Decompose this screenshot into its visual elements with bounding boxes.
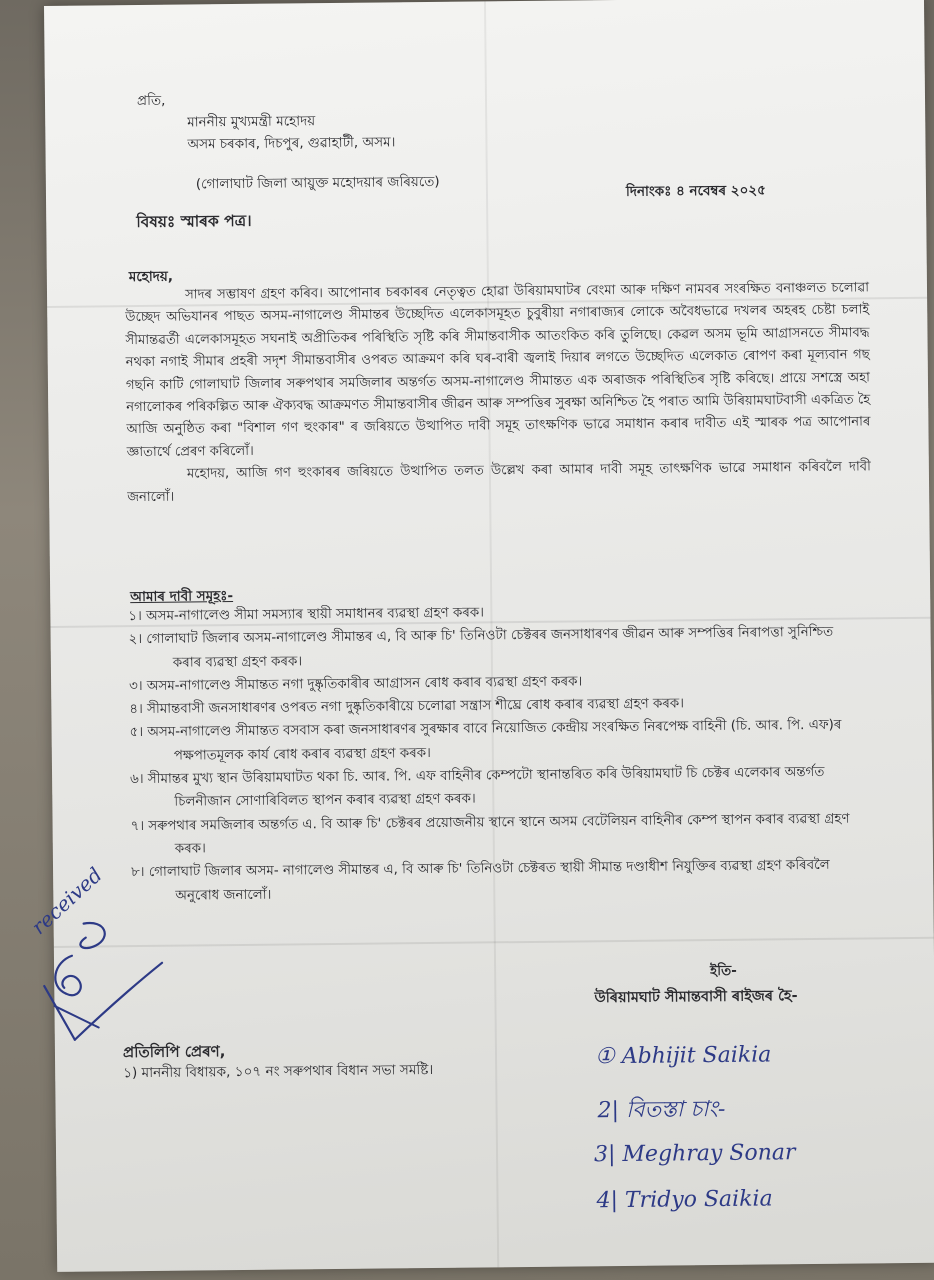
demand-item: ২। গোলাঘাট জিলাৰ অসম-নাগালেণ্ড সীমান্তৰ এ, বি আৰু চি' তিনিওটা চেক্টৰৰ জনসাধাৰণৰ জীৱন আৰু সম্পত্তিৰ নিৰাপত্তা সুনিশ্চিত কৰাৰ ব্যৱস্থা গ্ৰহণ কৰক।	[128, 625, 834, 671]
demands-list	[128, 598, 851, 908]
salutation: মহোদয়,	[128, 268, 174, 286]
demand-item: ৫। অসম-নাগালেণ্ড সীমান্তত বসবাস কৰা জনসাধাৰণৰ সুৰক্ষাৰ বাবে নিয়োজিত কেন্দ্ৰীয় সংৰক্ষিত নিৰপেক্ষ বাহিনী (চি. আৰ. পি. এফ)ৰ পক্ষপাতমূলক কাৰ্য ৰোধ কৰাৰ ব্যৱস্থা গ্ৰহণ কৰক।	[129, 718, 842, 764]
copy-to-heading: প্ৰতিলিপি প্ৰেৰণ,	[122, 1042, 226, 1062]
received-note: received	[26, 862, 107, 940]
demand-item: ৭। সৰুপথাৰ সমজিলাৰ অন্তৰ্গত এ. বি আৰু চি' চেক্টৰৰ প্ৰয়োজনীয় স্থানে স্থানে অসম বেটেলিয়ন বাহিনীৰ কেম্প স্থাপন কৰাৰ ব্যৱস্থা গ্ৰহণ কৰক।	[130, 811, 850, 857]
closing-from: উৰিয়ামঘাট সীমান্তবাসী ৰাইজৰ হৈ-	[594, 988, 798, 1007]
letter-subject: বিষয়ঃ স্মাৰক পত্ৰ।	[136, 211, 252, 232]
letter-body	[125, 277, 871, 509]
body-paragraph: মহোদয়, আজি গণ হুংকাৰৰ জৰিয়তে উত্থাপিত তলত উল্লেখ কৰা আমাৰ দাবী সমূহ তাৎক্ষণিক ভাৱে সমাধান কৰিবলৈ দাবী জনালোঁ।	[127, 459, 871, 505]
letter-date: দিনাংকঃ ৪ নবেম্বৰ ২০২৫	[625, 182, 766, 200]
copy-to-item: ১) মাননীয় বিধায়ক, ১০৭ নং সৰুপথাৰ বিধান সভা সমষ্টি।	[123, 1061, 434, 1082]
addressee: মাননীয় মুখ্যমন্ত্ৰী মহোদয়	[187, 113, 316, 131]
body-paragraph: সাদৰ সম্ভাষণ গ্ৰহণ কৰিব। আপোনাৰ চৰকাৰৰ নেতৃত্বত হোৱা উৰিয়ামঘাটৰ বেংমা আৰু দক্ষিণ নামবৰ সংৰক্ষিত বনাঞ্চলত চলোৱা উচ্ছেদ অভিযানৰ পাছত অসম-নাগালেণ্ড সীমান্তৰ উচ্ছেদিত এলেকাসমূহত চুবুৰীয়া নগাৰাজ্যৰ লোকে অবৈধভাৱে দখলৰ অহৰহ চেষ্টা চলাই সীমান্তৱৰ্তী এলেকাসমূহত সঘনাই অপ্ৰীতিকৰ পৰিস্থিতি সৃষ্টি কৰি সীমান্তবাসীক আতংকিত কৰি তুলিছে। কেৱল অসম ভূমি আগ্ৰাসনতে সীমাবদ্ধ নথকা নগাই সীমাৰ প্ৰহৰী সদৃশ সীমান্তবাসীৰ ওপৰত আক্ৰমণ কৰি ঘৰ-বাৰী জ্বলাই দিয়াৰ লগতে উচ্ছেদিত এলেকাত ৰোপণ কৰা মূল্যবান গছ গছনি কাটি গোলাঘাট জিলাৰ সৰুপথাৰ সমজিলাৰ অন্তৰ্গত অসম-নাগালেণ্ড সীমান্তত এক অৰাজক পৰিস্থিতিৰ সৃষ্টি কৰিছে। প্ৰায়ে সশস্ত্ৰে অহা নগালোকৰ পৰিকল্পিত আৰু ঐক্যবদ্ধ আক্ৰমণত সীমান্তবাসীৰ জীৱন আৰু সম্পত্তিৰ সুৰক্ষা অনিশ্চিত হৈ পৰাত আমি উৰিয়ামঘাটবাসী একত্ৰিত হৈ আজি অনুষ্ঠিত কৰা "বিশাল গণ হুংকাৰ" ৰ জৰিয়তে উত্থাপিত দাবী সমূহ তাৎক্ষণিক ভাৱে সমাধান কৰাৰ দাবীত এই স্মাৰক পত্ৰ আপোনাৰ জ্ঞাতাৰ্থে প্ৰেৰণ কৰিলোঁ।	[125, 280, 871, 461]
demand-item: ১। অসম-নাগালেণ্ড সীমা সমস্যাৰ স্থায়ী সমাধানৰ ব্যৱস্থা গ্ৰহণ কৰক।	[128, 605, 485, 625]
received-initials-mark	[14, 915, 165, 1047]
signature-4: 4| Tridyo Saikia	[596, 1186, 773, 1214]
demand-item: ৩। অসম-নাগালেণ্ড সীমান্তত নগা দুষ্কৃতিকাৰীৰ আগ্ৰাসন ৰোধ কৰাৰ ব্যৱস্থা গ্ৰহণ কৰক।	[129, 674, 583, 695]
through-line: (গোলাঘাট জিলা আয়ুক্ত মহোদয়াৰ জৰিয়তে)	[195, 173, 440, 193]
closing-iti: ইতি-	[710, 962, 737, 980]
addressee-address: অসম চৰকাৰ, দিচপুৰ, গুৱাহাটী, অসম।	[187, 134, 396, 153]
to-label: প্ৰতি,	[136, 92, 166, 110]
demands-heading: আমাৰ দাবী সমূহঃ-	[130, 588, 234, 606]
demand-item: ৬। সীমান্তৰ মুখ্য স্থান উৰিয়ামঘাটত থকা চি. আৰ. পি. এফ বাহিনীৰ কেম্পটো স্থানান্তৰিত কৰি উৰিয়ামঘাট চি চেক্টৰ এলেকাৰ অন্তৰ্গত চিলনীজান সোণাৰিবিলত স্থাপন কৰাৰ ব্যৱস্থা গ্ৰহণ কৰক।	[130, 764, 825, 811]
signature-2: 2| বিতস্তা চাং-	[597, 1096, 726, 1124]
signature-3: 3| Meghray Sonar	[593, 1140, 796, 1168]
signature-1: ① Abhijit Saikia	[594, 1042, 772, 1070]
memorandum-page	[26, 0, 934, 1272]
demand-item: ৮। গোলাঘাট জিলাৰ অসম- নাগালেণ্ড সীমান্তৰ এ, বি আৰু চি' তিনিওটা চেক্টৰত স্থায়ী সীমান্ত দণ্ডাধীশ নিযুক্তিৰ ব্যৱস্থা গ্ৰহণ কৰিবলৈ অনুৰোধ জনালোঁ।	[131, 858, 830, 904]
demand-item: ৪। সীমান্তবাসী জনসাধাৰণৰ ওপৰত নগা দুষ্কৃতিকাৰীয়ে চলোৱা সন্ত্ৰাস শীঘ্ৰে ৰোধ কৰাৰ ব্যৱস্থা গ্ৰহণ কৰক।	[129, 696, 685, 718]
